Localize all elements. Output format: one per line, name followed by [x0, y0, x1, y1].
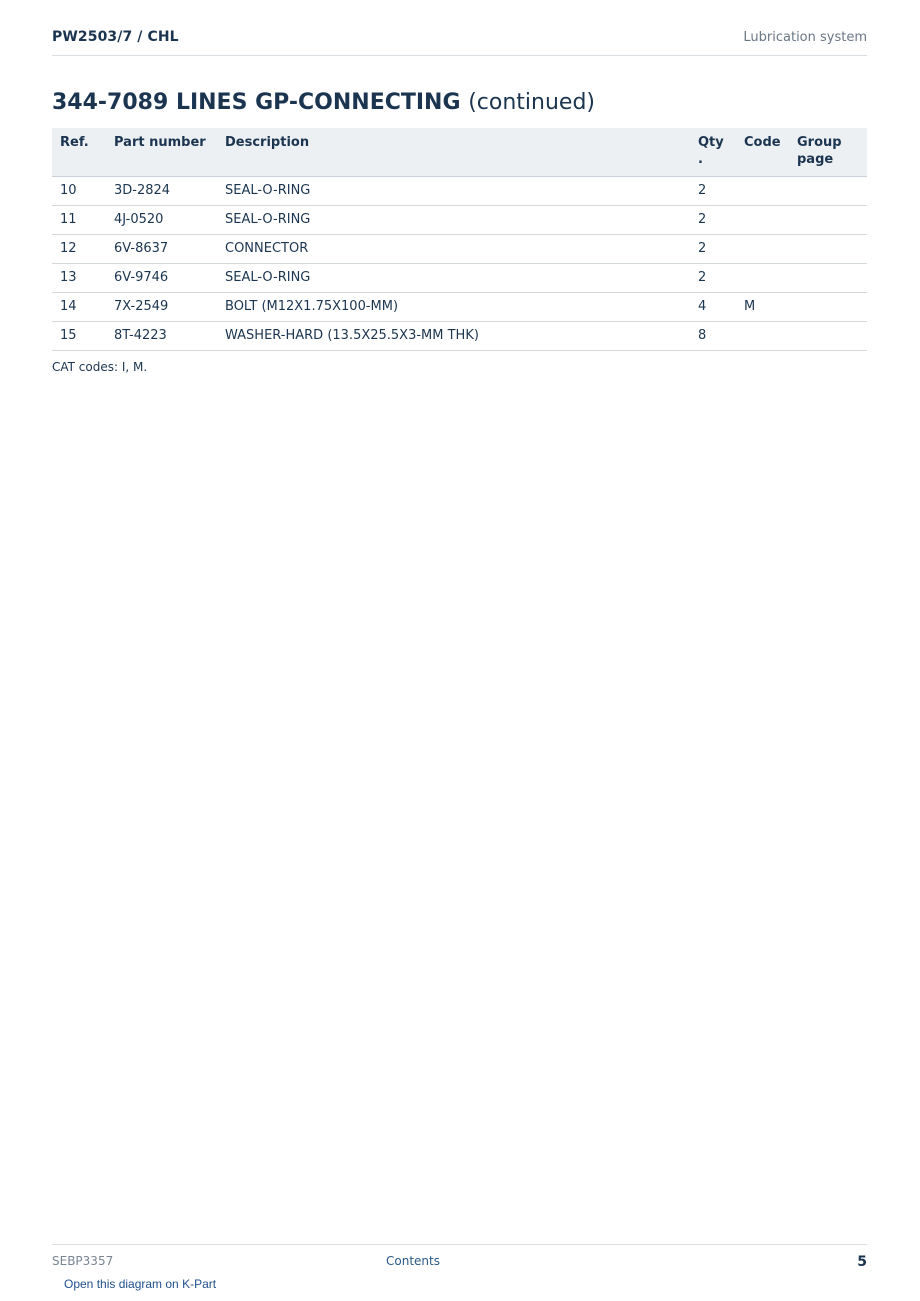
column-header-group-line2: page [797, 152, 834, 167]
cell-qty: 8 [690, 322, 736, 351]
cell-ref: 14 [52, 293, 106, 322]
cell-qty: 4 [690, 293, 736, 322]
cell-group-page [789, 235, 867, 264]
column-header-qty [690, 128, 736, 177]
cell-group-page [789, 177, 867, 206]
cell-ref: 11 [52, 206, 106, 235]
column-header-code: Code [736, 128, 789, 177]
cell-group-page [789, 206, 867, 235]
cell-description: CONNECTOR [217, 235, 690, 264]
column-header-group-page [789, 128, 867, 177]
cat-codes-note: CAT codes: I, M. [52, 360, 148, 374]
cell-part-number: 7X-2549 [106, 293, 217, 322]
title-suffix: (continued) [468, 90, 595, 115]
column-header-part-number: Part number [106, 128, 217, 177]
cell-group-page [789, 264, 867, 293]
page-header [52, 28, 867, 56]
table-row [52, 293, 867, 322]
table-row [52, 235, 867, 264]
column-header-qty-line2: . [698, 152, 703, 167]
cell-ref: 12 [52, 235, 106, 264]
cell-qty: 2 [690, 235, 736, 264]
column-header-group-line1: Group [797, 135, 842, 150]
cell-code [736, 322, 789, 351]
page-number: 5 [857, 1254, 867, 1270]
table-row [52, 206, 867, 235]
cell-part-number: 3D-2824 [106, 177, 217, 206]
cell-qty: 2 [690, 206, 736, 235]
column-header-qty-line1: Qty [698, 135, 724, 150]
section-name: Lubrication system [743, 30, 867, 45]
cell-ref: 10 [52, 177, 106, 206]
cell-description: SEAL-O-RING [217, 264, 690, 293]
cell-qty: 2 [690, 264, 736, 293]
page-title [52, 89, 595, 117]
cell-ref: 13 [52, 264, 106, 293]
cell-code [736, 177, 789, 206]
cell-description: SEAL-O-RING [217, 177, 690, 206]
cell-code [736, 264, 789, 293]
cell-code: M [736, 293, 789, 322]
table-row [52, 177, 867, 206]
table-header-row [52, 128, 867, 177]
cell-description: WASHER-HARD (13.5X25.5X3-MM THK) [217, 322, 690, 351]
cell-part-number: 4J-0520 [106, 206, 217, 235]
title-main: 344-7089 LINES GP-CONNECTING [52, 90, 461, 115]
table-body [52, 177, 867, 351]
cell-group-page [789, 293, 867, 322]
cell-code [736, 206, 789, 235]
cell-description: SEAL-O-RING [217, 206, 690, 235]
cell-description: BOLT (M12X1.75X100-MM) [217, 293, 690, 322]
column-header-ref: Ref. [52, 128, 106, 177]
parts-table [52, 128, 867, 351]
column-header-description: Description [217, 128, 690, 177]
table-row [52, 264, 867, 293]
page-footer [52, 1244, 867, 1301]
table-header [52, 128, 867, 177]
document-id: PW2503/7 / CHL [52, 29, 179, 45]
contents-link[interactable]: Contents [386, 1254, 440, 1268]
cell-part-number: 6V-9746 [106, 264, 217, 293]
table-row [52, 322, 867, 351]
cell-group-page [789, 322, 867, 351]
cell-code [736, 235, 789, 264]
cell-ref: 15 [52, 322, 106, 351]
cell-qty: 2 [690, 177, 736, 206]
cell-part-number: 6V-8637 [106, 235, 217, 264]
open-kpart-link[interactable]: Open this diagram on K-Part [64, 1277, 217, 1291]
cell-part-number: 8T-4223 [106, 322, 217, 351]
document-code: SEBP3357 [52, 1254, 114, 1268]
